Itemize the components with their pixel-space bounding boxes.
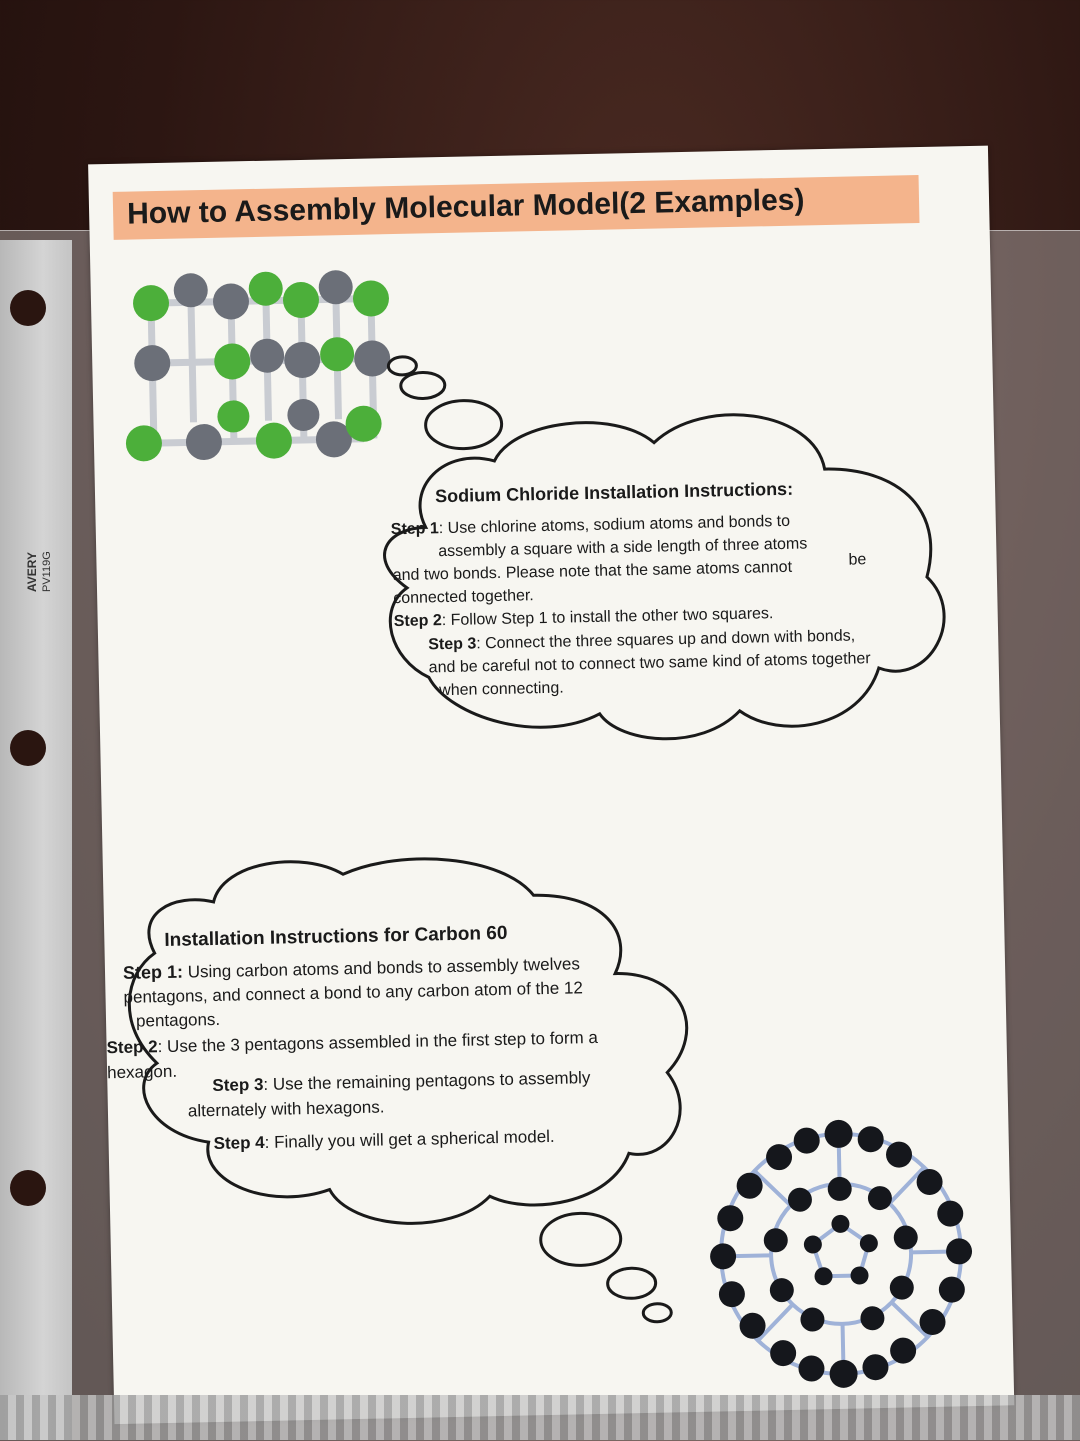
c60-step3-line2: alternately with hexagons. [187, 1097, 385, 1121]
nacl-step1-label: Step 1 [390, 520, 439, 539]
nacl-step3-label: Step 3 [428, 635, 477, 654]
c60-step4-label: Step 4 [213, 1132, 265, 1154]
instruction-sheet [88, 146, 1014, 1425]
nacl-step1-line3-end: be [848, 551, 867, 569]
c60-step2-label: Step 2 [106, 1037, 158, 1058]
avery-model-text: PV119G [41, 551, 53, 592]
avery-brand-text: AVERY [25, 551, 39, 592]
nacl-step1-line2: assembly a square with a side length of three atoms [438, 535, 808, 561]
nacl-step2-label: Step 2 [393, 612, 442, 631]
nacl-step3-line2: and be careful not to connect two same kind of atoms together [428, 650, 871, 677]
c60-step2-text-a: : Use the 3 pentagons assembled in the first step to form a [157, 1027, 599, 1057]
c60-model-icon [688, 1101, 994, 1407]
c60-step1-text-a: Using carbon atoms and bonds to assembly twelves [182, 954, 581, 982]
nacl-step1-text-a: : Use chlorine atoms, sodium atoms and bonds to [438, 512, 791, 538]
page-title: How to Assembly Molecular Model(2 Examples) [126, 183, 805, 231]
punch-hole-top [10, 290, 46, 326]
nacl-step3-line3: when connecting. [439, 679, 564, 700]
c60-step4-text: : Finally you will get a spherical model. [264, 1126, 555, 1152]
nacl-step1-line4: connected together. [393, 587, 534, 608]
nacl-heading: Sodium Chloride Installation Instructions: [434, 478, 794, 507]
c60-step1-line2: pentagons, and connect a bond to any carbon atom of the 12 [123, 978, 583, 1007]
punch-hole-bottom [10, 1170, 46, 1206]
punch-hole-middle [10, 730, 46, 766]
c60-step3-label: Step 3 [212, 1074, 264, 1096]
nacl-step3-text-a: : Connect the three squares up and down with bonds, [476, 627, 856, 653]
sleeve-binding-strip [0, 240, 72, 1440]
nacl-step1-line3: and two bonds. Please note that the same atoms cannot [392, 558, 793, 585]
c60-step2-line2: hexagon. [106, 1061, 178, 1083]
nacl-step2-text: : Follow Step 1 to install the other two squares. [441, 605, 774, 630]
sleeve-bottom-edge [0, 1395, 1080, 1440]
c60-step3-text-a: : Use the remaining pentagons to assembly [263, 1068, 591, 1094]
avery-brand-label [22, 500, 62, 600]
c60-step1-label: Step 1: [122, 961, 184, 983]
c60-step1-line3: pentagons. [135, 1009, 221, 1031]
c60-heading: Installation Instructions for Carbon 60 [164, 922, 508, 951]
